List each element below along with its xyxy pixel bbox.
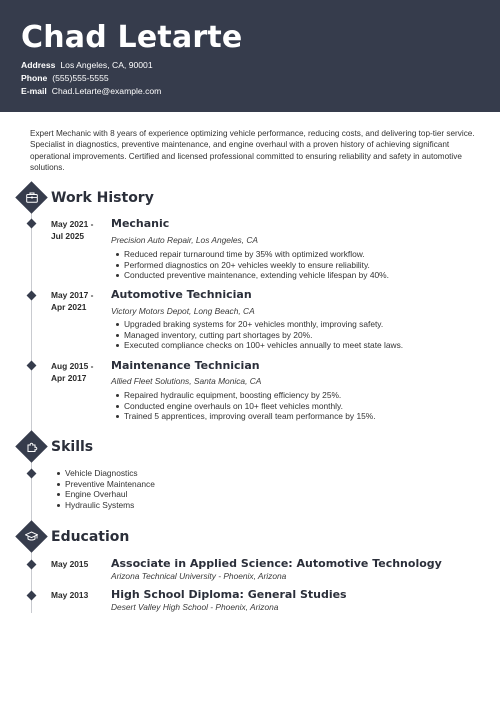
date-end: Jul 2025 bbox=[51, 230, 85, 241]
job-dates bbox=[51, 219, 93, 242]
contact-phone bbox=[21, 73, 109, 83]
timeline-marker bbox=[27, 469, 37, 479]
date-start: Aug 2015 - bbox=[51, 361, 94, 371]
date-end: Apr 2021 bbox=[51, 301, 87, 312]
list-item: Conducted preventive maintenance, extending vehicle lifespan by 40%. bbox=[124, 270, 389, 281]
skill-item: Preventive Maintenance bbox=[65, 478, 155, 489]
date-start: May 2021 - bbox=[51, 219, 94, 229]
contact-label: E-mail bbox=[21, 86, 47, 96]
work-section-title: Work History bbox=[51, 190, 154, 206]
timeline-marker bbox=[27, 291, 37, 301]
briefcase-icon bbox=[20, 186, 43, 209]
contact-value: Los Angeles, CA, 90001 bbox=[60, 60, 153, 70]
list-item: Trained 5 apprentices, improving overall team performance by 15%. bbox=[124, 411, 376, 422]
list-item: Repaired hydraulic equipment, boosting efficiency by 25%. bbox=[124, 390, 376, 401]
list-item: Managed inventory, cutting part shortages by 20%. bbox=[124, 330, 403, 341]
job-bullets bbox=[124, 319, 403, 351]
education-date: May 2015 bbox=[51, 559, 89, 569]
contact-value: (555)555-5555 bbox=[52, 73, 109, 83]
puzzle-icon bbox=[20, 435, 43, 458]
list-item: Upgraded braking systems for 20+ vehicles monthly, improving safety. bbox=[124, 319, 403, 330]
candidate-name: Chad Letarte bbox=[21, 20, 243, 55]
job-bullets bbox=[124, 249, 389, 281]
list-item: Conducted engine overhauls on 10+ fleet vehicles monthly. bbox=[124, 401, 376, 412]
education-section-title: Education bbox=[51, 529, 130, 545]
timeline-marker bbox=[27, 361, 37, 371]
timeline-marker bbox=[27, 560, 37, 570]
list-item: Performed diagnostics on 20+ vehicles weekly to ensure reliability. bbox=[124, 260, 389, 271]
skill-item: Hydraulic Systems bbox=[65, 500, 155, 511]
list-item: Executed compliance checks on 100+ vehicles annually to meet state laws. bbox=[124, 340, 404, 351]
job-title: Mechanic bbox=[111, 217, 170, 230]
contact-label: Address bbox=[21, 60, 56, 70]
professional-summary: Expert Mechanic with 8 years of experience optimizing vehicle performance, reducing costs, and delivering top-tier service. Specialist in diagnostics, preventive maintenance, and engine overhaul with a proven history of achieving significant operational improvements. Certified and licensed professional committed to ensuring reliability and safety in automotive solutions. bbox=[30, 129, 475, 173]
skills-list bbox=[65, 468, 155, 510]
timeline-marker bbox=[27, 219, 37, 229]
job-company: Allied Fleet Solutions, Santa Monica, CA bbox=[111, 376, 262, 386]
job-title: Automotive Technician bbox=[111, 288, 252, 301]
skill-item: Engine Overhaul bbox=[65, 489, 155, 500]
education-degree: Associate in Applied Science: Automotive Technology bbox=[111, 557, 442, 570]
job-company: Victory Motors Depot, Long Beach, CA bbox=[111, 306, 255, 316]
resume-header bbox=[0, 0, 500, 112]
education-school: Arizona Technical University - Phoenix, Arizona bbox=[111, 571, 287, 581]
job-title: Maintenance Technician bbox=[111, 359, 260, 372]
job-company: Precision Auto Repair, Los Angeles, CA bbox=[111, 235, 258, 245]
work-timeline bbox=[31, 196, 32, 436]
date-end: Apr 2017 bbox=[51, 372, 87, 383]
skills-section-title: Skills bbox=[51, 439, 94, 455]
contact-value[interactable]: Chad.Letarte@example.com bbox=[51, 86, 162, 96]
education-school: Desert Valley High School - Phoenix, Arizona bbox=[111, 602, 279, 612]
contact-address bbox=[21, 60, 153, 70]
graduation-cap-icon bbox=[20, 525, 43, 548]
timeline-marker bbox=[27, 591, 37, 601]
job-dates bbox=[51, 361, 93, 384]
contact-email bbox=[21, 86, 161, 96]
contact-label: Phone bbox=[21, 73, 48, 83]
job-bullets bbox=[124, 390, 376, 422]
education-degree: High School Diploma: General Studies bbox=[111, 588, 347, 601]
education-date: May 2013 bbox=[51, 590, 89, 600]
date-start: May 2017 - bbox=[51, 290, 94, 300]
job-dates bbox=[51, 290, 93, 313]
skill-item: Vehicle Diagnostics bbox=[65, 468, 155, 479]
list-item: Reduced repair turnaround time by 35% with optimized workflow. bbox=[124, 249, 389, 260]
